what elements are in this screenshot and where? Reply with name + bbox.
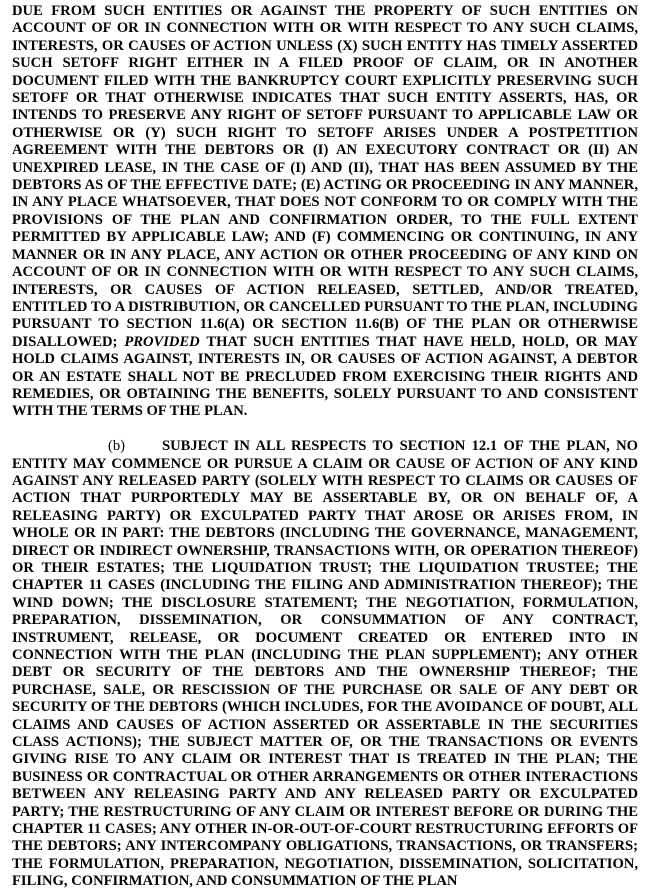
paragraph-1-text-after: THAT SUCH ENTITIES THAT HAVE HELD, HOLD, OR MAY HOLD CLAIMS AGAINST, INTERESTS IN, OR CAUSES OF ACTION AGAINST, A DEBTOR OR AN ESTATE SHALL NOT BE PRECLUDED FROM EXERCISING THEIR RIGHTS AND REMEDIES, OR OBTAINING THE BENEFITS, SOLELY PURSUANT TO AND CONSISTENT WITH THE TERMS OF THE PLAN.: [12, 333, 638, 420]
paragraph-b: [12, 438, 638, 891]
proviso-emphasis: PROVIDED: [124, 333, 200, 350]
paragraph-b-text: SUBJECT IN ALL RESPECTS TO SECTION 12.1 OF THE PLAN, NO ENTITY MAY COMMENCE OR PURSUE A CLAIM OR CAUSE OF ACTION OF ANY KIND AGAINST ANY RELEASED PARTY (SOLELY WITH RESPECT TO CLAIMS OR CAUSES OF ACTION THAT PURPORTEDLY MAY BE ASSERTABLE BY, OR ON BEHALF OF, A RELEASING PARTY) OR EXCULPATED PARTY THAT AROSE OR ARISES FROM, IN WHOLE OR IN PART: THE DEBTORS (INCLUDING THE GOVERNANCE, MANAGEMENT, DIRECT OR INDIRECT OWNERSHIP, TRANSACTIONS WITH, OR OPERATION THEREOF) OR THEIR ESTATES; THE LIQUIDATION TRUST; THE LIQUIDATION TRUSTEE; THE CHAPTER 11 CASES (INCLUDING THE FILING AND ADMINISTRATION THEREOF); THE WIND DOWN; THE DISCLOSURE STATEMENT; THE NEGOTIATION, FORMULATION, PREPARATION, DISSEMINATION, OR CONSUMMATION OF ANY CONTRACT, INSTRUMENT, RELEASE, OR DOCUMENT CREATED OR ENTERED INTO IN CONNECTION WITH THE PLAN (INCLUDING THE PLAN SUPPLEMENT); ANY OTHER DEBT OR SECURITY OF THE DEBTORS AND THE OWNERSHIP THEREOF; THE PURCHASE, SALE, OR RESCISSION OF THE PURCHASE OR SALE OF ANY DEBT OR SECURITY OF THE DEBTORS (WHICH INCLUDES, FOR THE AVOIDANCE OF DOUBT, ALL CLAIMS AND CAUSES OF ACTION ASSERTED OR ASSERTABLE IN THE SECURITIES CLASS ACTIONS); THE SUBJECT MATTER OF, OR THE TRANSACTIONS OR EVENTS GIVING RISE TO ANY CLAIM OR INTEREST THAT IS TREATED IN THE PLAN; THE BUSINESS OR CONTRACTUAL OR OTHER ARRANGEMENTS OR OTHER INTERACTIONS BETWEEN ANY RELEASING PARTY AND ANY RELEASED PARTY OR EXCULPATED PARTY; THE RESTRUCTURING OF ANY CLAIM OR INTEREST BEFORE OR DURING THE CHAPTER 11 CASES; ANY OTHER IN-OR-OUT-OF-COURT RESTRUCTURING EFFORTS OF THE DEBTORS; ANY INTERCOMPANY OBLIGATIONS, TRANSACTIONS, OR TRANSFERS; THE FORMULATION, PREPARATION, NEGOTIATION, DISSEMINATION, SOLICITATION, FILING, CONFIRMATION, AND CONSUMMATION OF THE PLAN: [12, 438, 638, 890]
paragraph-b-label: (b): [108, 438, 126, 455]
paragraph-1-text-before: DUE FROM SUCH ENTITIES OR AGAINST THE PROPERTY OF SUCH ENTITIES ON ACCOUNT OF OR IN CONNECTION WITH OR WITH RESPECT TO ANY SUCH CLAIMS, INTERESTS, OR CAUSES OF ACTION UNLESS (X) SUCH ENTITY HAS TIMELY ASSERTED SUCH SETOFF RIGHT EITHER IN A FILED PROOF OF CLAIM, OR IN ANOTHER DOCUMENT FILED WITH THE BANKRUPTCY COURT EXPLICITLY PRESERVING SUCH SETOFF OR THAT OTHERWISE INDICATES THAT SUCH ENTITY ASSERTS, HAS, OR INTENDS TO PRESERVE ANY RIGHT OF SETOFF PURSUANT TO APPLICABLE LAW OR OTHERWISE OR (Y) SUCH RIGHT TO SETOFF ARISES UNDER A POSTPETITION AGREEMENT WITH THE DEBTORS OR (I) AN EXECUTORY CONTRACT OR (II) AN UNEXPIRED LEASE, IN THE CASE OF (I) AND (II), THAT HAS BEEN ASSUMED BY THE DEBTORS AS OF THE EFFECTIVE DATE; (E) ACTING OR PROCEEDING IN ANY MANNER, IN ANY PLACE WHATSOEVER, THAT DOES NOT CONFORM TO OR COMPLY WITH THE PROVISIONS OF THE PLAN AND CONFIRMATION ORDER, TO THE FULL EXTENT PERMITTED BY APPLICABLE LAW; AND (F) COMMENCING OR CONTINUING, IN ANY MANNER OR IN ANY PLACE, ANY ACTION OR OTHER PROCEEDING OF ANY KIND ON ACCOUNT OF OR IN CONNECTION WITH OR WITH RESPECT TO ANY SUCH CLAIMS, INTERESTS, OR CAUSES OF ACTION RELEASED, SETTLED, AND/OR TREATED, ENTITLED TO A DISTRIBUTION, OR CANCELLED PURSUANT TO THE PLAN, INCLUDING PURSUANT TO SECTION 11.6(A) OR SECTION 11.6(B) OF THE PLAN OR OTHERWISE DISALLOWED;: [12, 3, 638, 350]
paragraph-continuation: [12, 3, 638, 421]
